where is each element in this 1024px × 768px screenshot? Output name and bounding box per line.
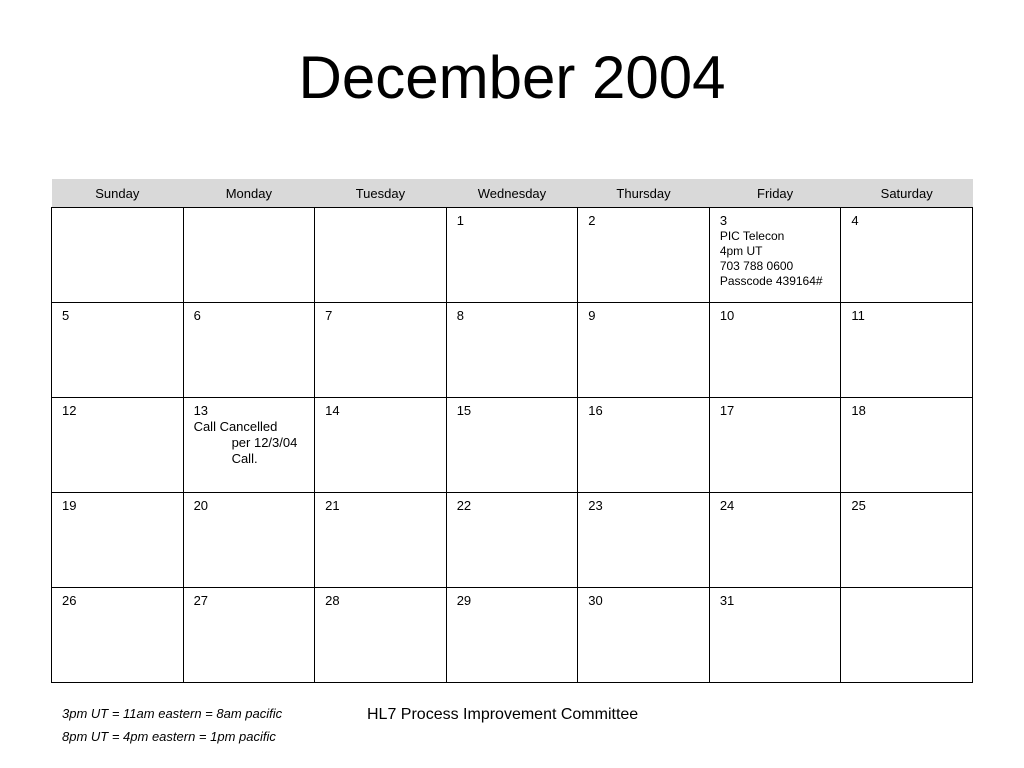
page-title: December 2004	[298, 44, 726, 111]
day-cell	[315, 588, 447, 683]
day-cell	[52, 588, 184, 683]
event-call-cancelled: Call Cancelled	[193, 419, 278, 434]
day-cell	[52, 303, 184, 398]
week-row	[52, 208, 973, 303]
day-number: 26	[62, 593, 77, 608]
day-cell	[841, 493, 973, 588]
event-pic-telecon-passcode: Passcode 439164#	[719, 274, 823, 288]
weekday-header-wednesday: Wednesday	[446, 179, 578, 208]
day-number: 21	[325, 498, 340, 513]
day-cell	[446, 588, 578, 683]
day-cell	[841, 398, 973, 493]
day-cell	[315, 493, 447, 588]
day-number: 10	[719, 308, 735, 323]
day-cell	[709, 398, 841, 493]
weekday-header-saturday: Saturday	[841, 179, 973, 208]
day-cell	[578, 208, 710, 303]
day-cell	[578, 398, 710, 493]
day-number: 11	[851, 308, 865, 323]
day-number: 14	[325, 403, 340, 418]
day-number: 2	[588, 213, 596, 228]
day-number: 25	[851, 498, 866, 513]
day-cell	[578, 303, 710, 398]
day-number: 17	[719, 403, 735, 418]
day-number: 7	[325, 308, 333, 323]
day-number: 4	[851, 213, 859, 228]
day-number: 13	[193, 403, 209, 418]
event-pic-telecon-time: 4pm UT	[719, 244, 763, 258]
day-number: 29	[456, 593, 472, 608]
day-cell	[578, 493, 710, 588]
day-cell	[315, 208, 447, 303]
day-cell	[446, 208, 578, 303]
day-cell	[709, 493, 841, 588]
day-number: 27	[193, 593, 209, 608]
week-row	[52, 398, 973, 493]
event-pic-telecon-phone: 703 788 0600	[719, 259, 794, 273]
weekday-header-tuesday: Tuesday	[315, 179, 447, 208]
event-pic-telecon-title: PIC Telecon	[719, 229, 785, 243]
day-cell	[841, 303, 973, 398]
day-cell	[183, 208, 315, 303]
day-cell	[841, 588, 973, 683]
day-number: 8	[456, 308, 464, 323]
day-number: 18	[851, 403, 866, 418]
day-cell	[315, 398, 447, 493]
day-cell-dec13	[183, 398, 315, 493]
day-cell	[578, 588, 710, 683]
day-cell	[446, 493, 578, 588]
weekday-header-sunday: Sunday	[52, 179, 184, 208]
weekday-header-monday: Monday	[183, 179, 315, 208]
day-number: 19	[62, 498, 77, 513]
day-cell	[446, 303, 578, 398]
timezone-note-3pm: 3pm UT = 11am eastern = 8am pacific	[62, 706, 283, 721]
day-number: 5	[62, 308, 70, 323]
day-number: 23	[588, 498, 603, 513]
day-number: 20	[193, 498, 209, 513]
weekday-header-friday: Friday	[709, 179, 841, 208]
day-number: 16	[588, 403, 603, 418]
day-number: 12	[62, 403, 77, 418]
day-number: 31	[719, 593, 735, 608]
day-number: 3	[719, 213, 728, 228]
day-cell	[183, 303, 315, 398]
day-number: 24	[719, 498, 735, 513]
event-call-cancelled-reason: per 12/3/04	[231, 435, 298, 450]
day-cell	[315, 303, 447, 398]
week-row	[52, 493, 973, 588]
day-cell	[183, 588, 315, 683]
day-number: 1	[456, 213, 464, 228]
weekday-header-row	[52, 179, 973, 208]
day-number: 28	[325, 593, 340, 608]
day-cell	[52, 493, 184, 588]
timezone-note-8pm: 8pm UT = 4pm eastern = 1pm pacific	[62, 729, 276, 744]
day-number: 15	[456, 403, 472, 418]
event-call-cancelled-reason-end: Call.	[231, 451, 258, 466]
day-cell	[52, 208, 184, 303]
day-cell-dec3	[709, 208, 841, 303]
week-row	[52, 588, 973, 683]
day-cell	[183, 493, 315, 588]
day-cell	[709, 303, 841, 398]
calendar-grid	[51, 179, 973, 683]
day-number: 22	[456, 498, 472, 513]
week-row	[52, 303, 973, 398]
weekday-header-thursday: Thursday	[578, 179, 710, 208]
day-number: 30	[588, 593, 603, 608]
day-cell	[841, 208, 973, 303]
day-cell	[446, 398, 578, 493]
footer-committee-name: HL7 Process Improvement Committee	[367, 706, 639, 723]
day-number: 9	[588, 308, 596, 323]
day-cell	[52, 398, 184, 493]
day-cell	[709, 588, 841, 683]
day-number: 6	[193, 308, 201, 323]
